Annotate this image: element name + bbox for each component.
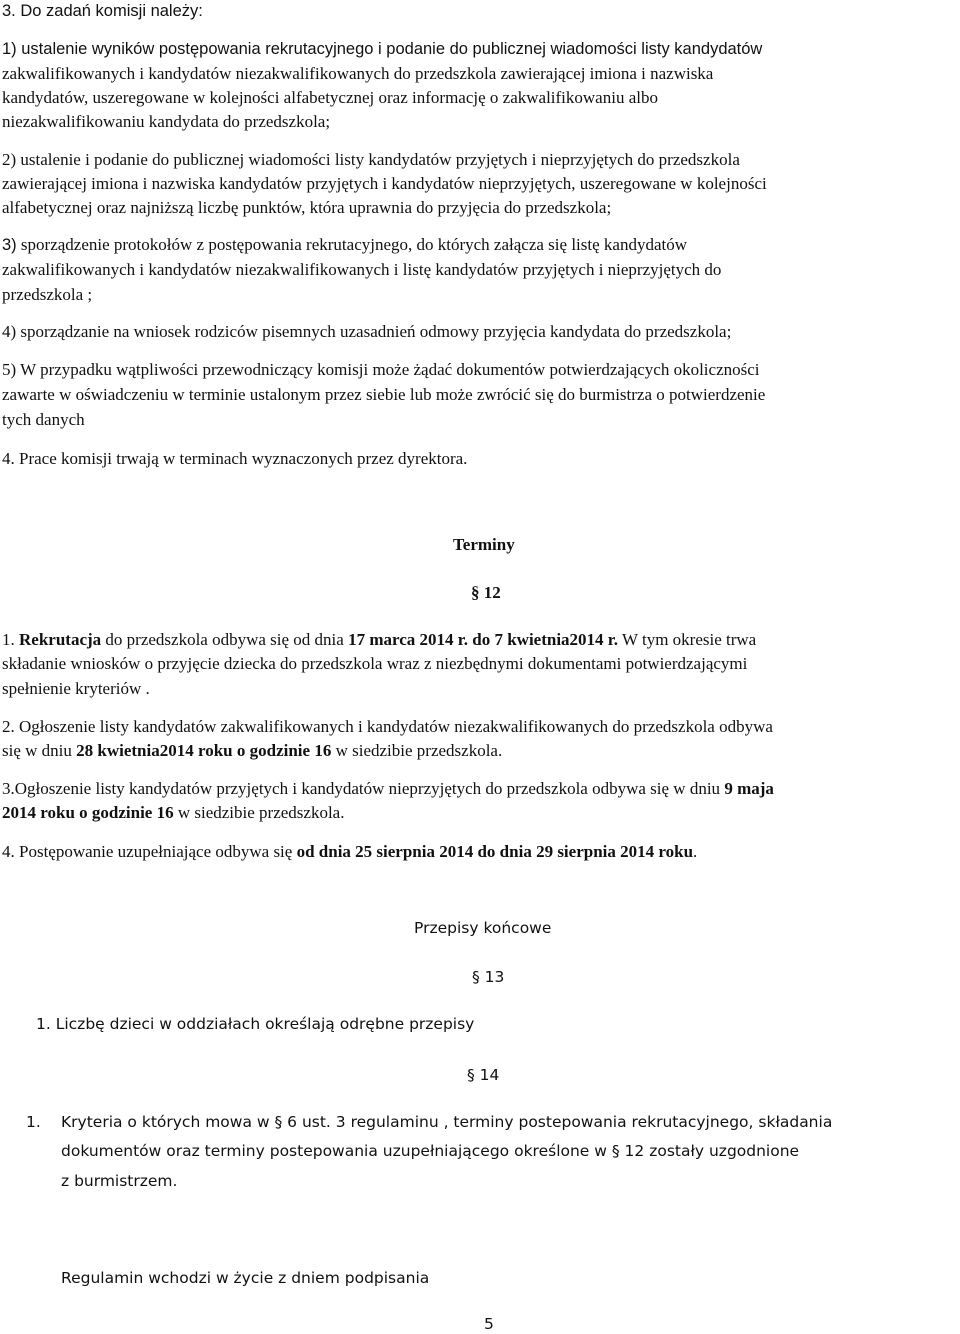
section-12-mark: § 12 bbox=[471, 583, 501, 602]
item-5-line-3: tych danych bbox=[2, 410, 85, 429]
section-14-line-3: z burmistrzem. bbox=[61, 1172, 178, 1190]
item-3-line-1: sporządzenie protokołów z postępowania rekrutacyjnego, do których załącza się listę kandydatów bbox=[16, 235, 687, 254]
item-5-line-2: zawarte w oświadczeniu w terminie ustalonym przez siebie lub może zwrócić się do burmistrza o potwierdzenie bbox=[2, 385, 766, 404]
section-13-mark: § 13 bbox=[472, 968, 505, 986]
point-3-bold-time: 2014 roku o godzinie 16 bbox=[2, 803, 174, 822]
item-2-line-2: zawierającej imiona i nazwiska kandydatów przyjętych i kandydatów nieprzyjętych, uszeregowane w kolejności bbox=[2, 174, 767, 193]
point-4-text: 4. Postępowanie uzupełniające odbywa się bbox=[2, 842, 297, 861]
page-number: 5 bbox=[484, 1315, 494, 1333]
item-5-line-1: 5) W przypadku wątpliwości przewodniczący komisji może żądać dokumentów potwierdzających okoliczności bbox=[2, 360, 760, 379]
point-1-text: do przedszkola odbywa się od dnia bbox=[101, 630, 349, 649]
item-1-line-1: 1) ustalenie wyników postępowania rekrutacyjnego i podanie do publicznej wiadomości listy kandydatów bbox=[2, 40, 763, 58]
point-1-bold-rekrutacja: Rekrutacja bbox=[19, 630, 102, 649]
section-13-point-1: 1. Liczbę dzieci w oddziałach określają odrębne przepisy bbox=[36, 1015, 475, 1033]
point-2-text-end: w siedzibie przedszkola. bbox=[331, 741, 503, 760]
point-2-line-1: 2. Ogłoszenie listy kandydatów zakwalifikowanych i kandydatów niezakwalifikowanych do przedszkola odbywa bbox=[2, 717, 773, 736]
section-14-number: 1. bbox=[26, 1113, 41, 1131]
point-3-text-end: w siedzibie przedszkola. bbox=[173, 803, 345, 822]
point-2-text: się w dniu bbox=[2, 741, 77, 760]
terminy-heading: Terminy bbox=[453, 535, 515, 554]
final-statement: Regulamin wchodzi w życie z dniem podpisania bbox=[61, 1269, 430, 1287]
item-1-line-2: zakwalifikowanych i kandydatów niezakwalifikowanych do przedszkola zawierającej imiona i nazwiska bbox=[2, 64, 714, 83]
point-1-line-2: składanie wniosków o przyjęcie dziecka do przedszkola wraz z niezbędnymi dokumentami potwierdzającymi bbox=[2, 654, 748, 673]
item-3-line-2: zakwalifikowanych i kandydatów niezakwalifikowanych i listę kandydatów przyjętych i nieprzyjętych do bbox=[2, 260, 722, 279]
point-1-number: 1. bbox=[2, 630, 19, 649]
item-3-number: 3) bbox=[2, 236, 17, 254]
point-3-text: 3.Ogłoszenie listy kandydatów przyjętych i kandydatów nieprzyjętych do przedszkola odbywa się w dniu bbox=[2, 779, 725, 798]
point-3-bold-date: 9 maja bbox=[724, 779, 774, 798]
section-14-mark: § 14 bbox=[467, 1066, 500, 1084]
section-14-line-1: Kryteria o których mowa w § 6 ust. 3 regulaminu , terminy postepowania rekrutacyjnego, składania bbox=[61, 1113, 833, 1131]
item-4: 4) sporządzanie na wniosek rodziców pisemnych uzasadnień odmowy przyjęcia kandydata do przedszkola; bbox=[2, 322, 732, 341]
section-14-line-2: dokumentów oraz terminy postepowania uzupełniającego określone w § 12 zostały uzgodnione bbox=[61, 1142, 800, 1160]
terminy-point-4 bbox=[2, 842, 697, 862]
point-2-bold-date: 28 kwietnia2014 roku o godzinie 16 bbox=[76, 741, 332, 760]
point-1-text-end: W tym okresie trwa bbox=[618, 630, 757, 649]
section-3-heading: 3. Do zadań komisji należy: bbox=[2, 2, 203, 20]
point-4-text-end: . bbox=[693, 842, 698, 861]
item-1-line-4: niezakwalifikowaniu kandydata do przedszkola; bbox=[2, 112, 331, 131]
item-2-line-1: 2) ustalenie i podanie do publicznej wiadomości listy kandydatów przyjętych i nieprzyjętych do przedszkola bbox=[2, 150, 740, 169]
paragraph-4: 4. Prace komisji trwają w terminach wyznaczonych przez dyrektora. bbox=[2, 449, 468, 468]
point-4-bold-dates: od dnia 25 sierpnia 2014 do dnia 29 sierpnia 2014 roku bbox=[296, 842, 694, 861]
item-2-line-3: alfabetycznej oraz najniższą liczbę punktów, która uprawnia do przyjęcia do przedszkola; bbox=[2, 198, 612, 217]
przepisy-koncowe-heading: Przepisy końcowe bbox=[414, 919, 552, 937]
item-1-line-3: kandydatów, uszeregowane w kolejności alfabetycznej oraz informację o zakwalifikowaniu albo bbox=[2, 88, 658, 107]
point-1-bold-dates: 17 marca 2014 r. do 7 kwietnia2014 r. bbox=[348, 630, 619, 649]
item-3-line-3: przedszkola ; bbox=[2, 285, 93, 304]
point-1-line-3: spełnienie kryteriów . bbox=[2, 679, 150, 698]
